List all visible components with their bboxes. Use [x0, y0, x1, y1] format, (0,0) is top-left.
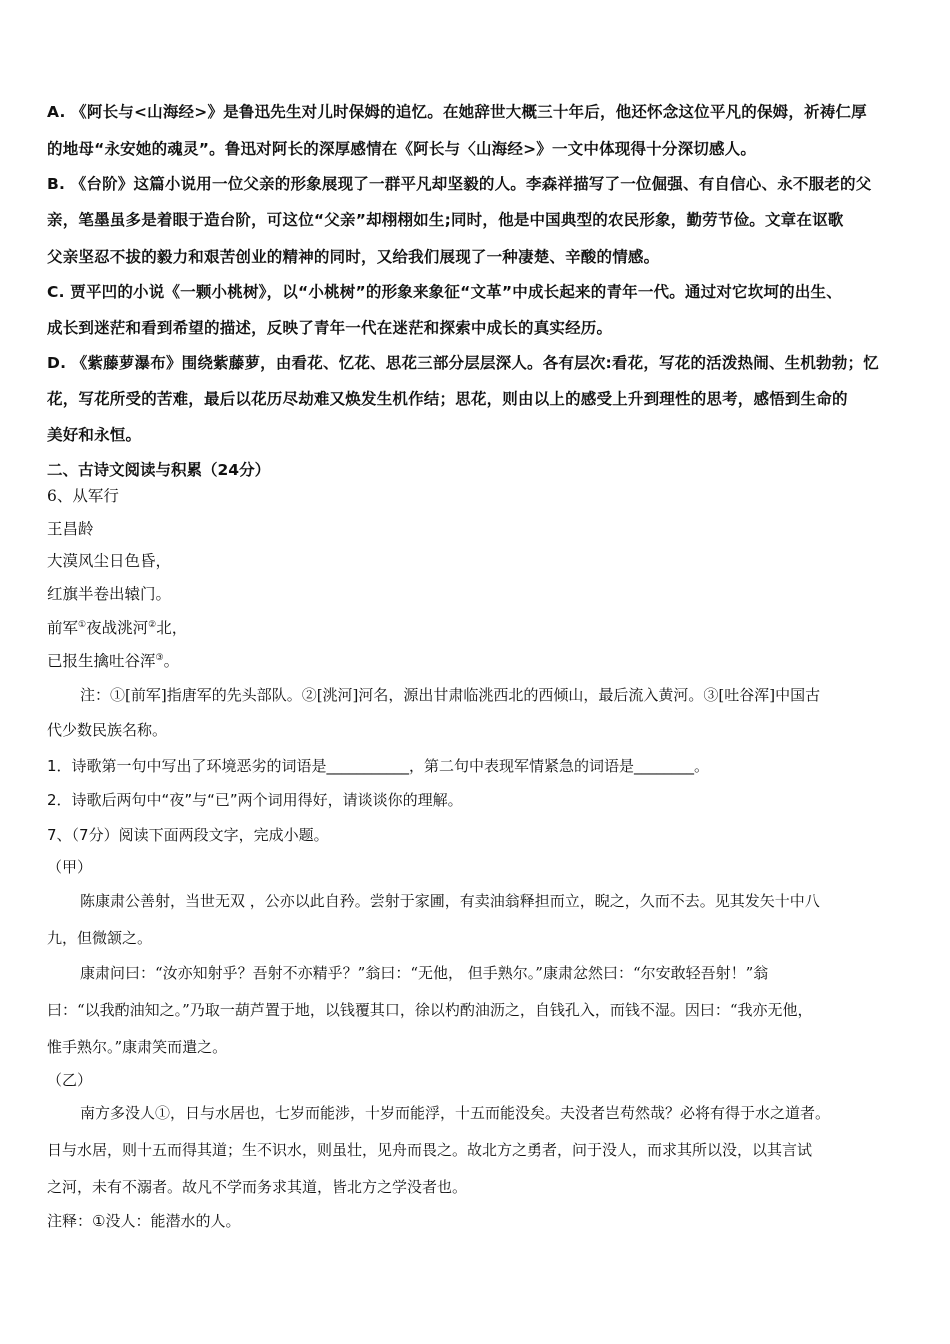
- jia-paragraph-2-line-1: 康肃问曰：“汝亦知射乎？吾射不亦精乎？”翁曰：“无他， 但手熟尔。”康肃忿然曰：“尔安敢轻吾射！”翁: [80, 964, 769, 982]
- poem-line-4-part-2: 。: [163, 652, 180, 670]
- footnote-mark-1: ①: [78, 620, 87, 630]
- passage-yi-label: （乙）: [47, 1071, 93, 1089]
- option-a-line-1: A. 《阿长与<山海经>》是鲁迅先生对儿时保姆的追忆。在她辞世大概三十年后，他还怀念这位平凡的保姆，祈祷仁厚: [47, 103, 867, 121]
- poem-note-line-2: 代少数民族名称。: [47, 721, 168, 739]
- question-7-title: 7、（7分）阅读下面两段文字，完成小题。: [47, 826, 329, 844]
- footnote-mark-3: ③: [155, 653, 164, 663]
- poem-line-4-part-1: 已报生擒吐谷浑: [47, 652, 156, 670]
- passage-note: 注释：①没人：能潜水的人。: [47, 1212, 241, 1230]
- option-b-line-3: 父亲坚忍不拔的毅力和艰苦创业的精神的同时，又给我们展现了一种凄楚、辛酸的情感。: [47, 248, 660, 266]
- footnote-mark-2: ②: [148, 620, 157, 630]
- sub-question-2: 2．诗歌后两句中“夜”与“已”两个词用得好，请谈谈你的理解。: [47, 791, 463, 809]
- poem-note-line-1: 注：①[前军]指唐军的先头部队。②[洮河]河名，源出甘肃临洮西北的西倾山，最后流入黄河。③[吐谷浑]中国古: [80, 686, 821, 704]
- poem-author: 王昌龄: [47, 520, 94, 538]
- option-d-line-3: 美好和永恒。: [47, 426, 142, 444]
- poem-line-3: [47, 618, 187, 638]
- option-b-line-2: 亲，笔墨虽多是着眼于造台阶，可这位“父亲”却栩栩如生;同时，他是中国典型的农民形象，勤劳节俭。文章在讴歌: [47, 211, 844, 229]
- yi-paragraph-line-2: 日与水居，则十五而得其道；生不识水，则虽壮，见舟而畏之。故北方之勇者，问于没人，而求其所以没，以其言试: [47, 1141, 813, 1159]
- yi-paragraph-line-3: 之河，未有不溺者。故凡不学而务求其道，皆北方之学没者也。: [47, 1178, 468, 1196]
- option-d-line-2: 花，写花所受的苦难，最后以花历尽劫难又焕发生机作结；思花，则由以上的感受上升到理性的思考，感悟到生命的: [47, 390, 848, 408]
- jia-paragraph-2-line-2: 曰：“以我酌油知之。”乃取一葫芦置于地，以钱覆其口，徐以杓酌油沥之，自钱孔入，而钱不湿。因曰：“我亦无他，: [47, 1001, 813, 1019]
- question-6-title: 6、从军行: [47, 487, 119, 505]
- poem-line-2: 红旗半卷出辕门。: [47, 585, 172, 603]
- jia-paragraph-2-line-3: 惟手熟尔。”康肃笑而遣之。: [47, 1038, 228, 1056]
- sub-question-1: 1．诗歌第一句中写出了环境恶劣的词语是___________，第二句中表现军情紧急的词语是________。: [47, 757, 710, 775]
- yi-paragraph-line-1: 南方多没人①，日与水居也，七岁而能涉，十岁而能浮，十五而能没矣。夫没者岂苟然哉？必将有得于水之道者。: [80, 1104, 831, 1122]
- option-d-line-1: D. 《紫藤萝瀑布》围绕紫藤萝，由看花、忆花、思花三部分层层深人。各有层次:看花，写花的活泼热闹、生机勃勃；忆: [47, 354, 879, 372]
- jia-paragraph-1-line-1: 陈康肃公善射，当世无双 ，公亦以此自矜。尝射于家圃，有卖油翁释担而立，睨之，久而不去。见其发矢十中八: [80, 892, 820, 910]
- poem-line-3-part-1: 前军: [47, 619, 79, 637]
- option-b-line-1: B. 《台阶》这篇小说用一位父亲的形象展现了一群平凡却坚毅的人。李森祥描写了一位倔强、有自信心、永不服老的父: [47, 175, 872, 193]
- poem-line-3-part-3: 北，: [156, 619, 188, 637]
- jia-paragraph-1-line-2: 九，但微颔之。: [47, 929, 153, 947]
- poem-line-4: [47, 651, 179, 671]
- section-heading: 二、古诗文阅读与积累（24分）: [47, 461, 271, 479]
- poem-line-1: 大漠风尘日色昏，: [47, 552, 172, 570]
- passage-jia-label: （甲）: [47, 858, 93, 876]
- option-c-line-1: C. 贾平凹的小说《一颗小桃树》，以“小桃树”的形象来象征“文革”中成长起来的青年一代。通过对它坎坷的出生、: [47, 283, 842, 301]
- option-a-line-2: 的地母“永安她的魂灵”。鲁迅对阿长的深厚感情在《阿长与〈山海经>》一文中体现得十分深切感人。: [47, 140, 757, 158]
- option-c-line-2: 成长到迷茫和看到希望的描述，反映了青年一代在迷茫和探索中成长的真实经历。: [47, 319, 613, 337]
- poem-line-3-part-2: 夜战洮河: [86, 619, 149, 637]
